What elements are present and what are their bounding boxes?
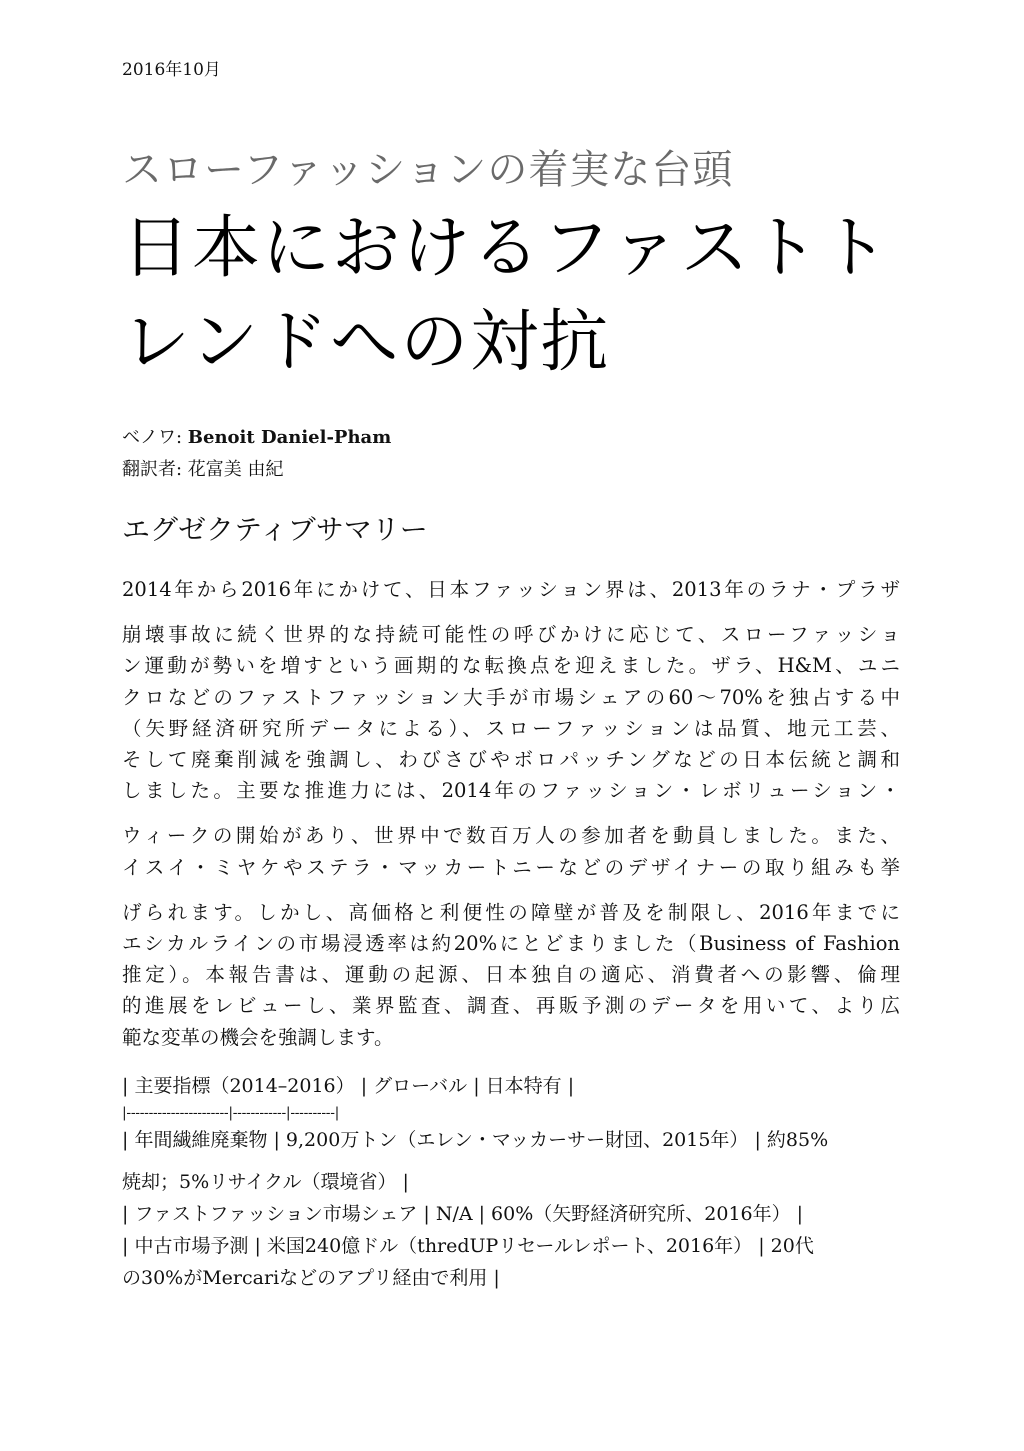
text-line: （矢野経済研究所データによる）、スローファッションは品質、地元工芸、 (122, 716, 900, 740)
text-line: 崩壊事故に続く世界的な持続可能性の呼びかけに応じて、スローファッショ (122, 623, 900, 647)
table-row-continuation: 焼却；5%リサイクル（環境省） | (122, 1171, 409, 1193)
report-date: 2016年10月 (122, 60, 221, 80)
text-line: しました。主要な推進力には、2014年のファッション・レボリューション・ (122, 779, 900, 803)
report-subtitle: スローファッションの着実な台頭 (122, 147, 734, 193)
text-line: クロなどのファストファッション大手が市場シェアの60～70%を独占する中 (122, 685, 900, 709)
table-row-continuation: の30%がMercariなどのアプリ経由で利用 | (122, 1267, 500, 1289)
translator-line: 翻訳者: 花富美 由紀 (122, 459, 284, 480)
report-title-line: 日本におけるファストト (122, 209, 891, 288)
text-line: 範な変革の機会を強調します。 (122, 1025, 394, 1049)
report-title (122, 202, 912, 390)
table-separator-row: |-----------------------|------------|----------| (122, 1105, 340, 1121)
executive-summary-text (122, 574, 900, 1053)
table-row: | ファストファッション市場シェア | N/A | 60%（矢野経済研究所、2016年） | (122, 1203, 804, 1225)
text-line: イスイ・ミヤケやステラ・マッカートニーなどのデザイナーの取り組みも挙 (122, 855, 900, 879)
text-line: エシカルラインの市場浸透率は約20%にとどまりました（Business of Fashion (122, 932, 900, 956)
table-row: | 年間繊維廃棄物 | 9,200万トン（エレン・マッカーサー財団、2015年） | 約85% (122, 1129, 829, 1151)
text-line: ウィークの開始があり、世界中で数百万人の参加者を動員しました。また、 (122, 824, 900, 848)
text-line: げられます。しかし、高価格と利便性の障壁が普及を制限し、2016年までに (122, 900, 900, 924)
text-line: ン運動が勢いを増すという画期的な転換点を迎えました。ザラ、H&M、ユニ (122, 654, 900, 678)
author-name: Benoit Daniel-Pham (187, 427, 392, 448)
text-line: 推定）。本報告書は、運動の起源、日本独自の適応、消費者への影響、倫理 (122, 963, 900, 987)
author-label: ベノワ: (122, 427, 188, 448)
table-row: | 中古市場予測 | 米国240億ドル（thredUPリセールレポート、2016年） | 20代 (122, 1235, 814, 1257)
text-line: 2014年から2016年にかけて、日本ファッション界は、2013年のラナ・プラザ (122, 578, 900, 601)
metrics-table (122, 1070, 900, 1294)
text-line: そして廃棄削減を強調し、わびさびやボロパッチングなどの日本伝統と調和 (122, 748, 900, 772)
byline (122, 422, 391, 486)
table-header-row: | 主要指標（2014–2016） | グローバル | 日本特有 | (122, 1075, 575, 1097)
text-line: 的進展をレビューし、業界監査、調査、再販予測のデータを用いて、より広 (122, 994, 900, 1018)
author-line (122, 422, 391, 454)
section-heading-executive-summary: エグゼクティブサマリー (122, 513, 428, 546)
report-title-line: レンドへの対抗 (122, 303, 611, 382)
